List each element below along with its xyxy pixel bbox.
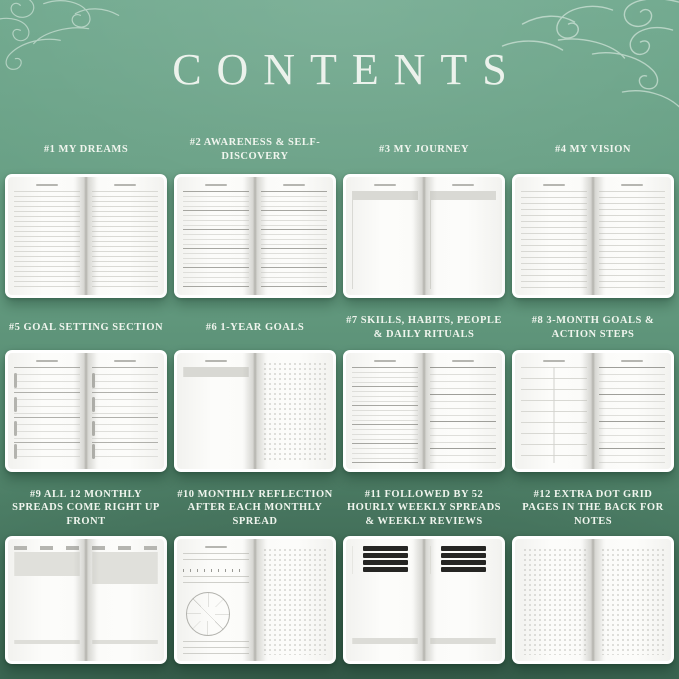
- open-notebook: [174, 174, 336, 298]
- wkc-decor: [430, 560, 496, 567]
- s-decor: [441, 546, 485, 551]
- calgrid-decor: [14, 552, 80, 576]
- s-decor: [363, 553, 407, 558]
- path-decor: [523, 16, 575, 24]
- b-decor: [14, 642, 80, 644]
- s-decor: [441, 567, 485, 572]
- fill-decor: [599, 367, 665, 463]
- fill-decor: [599, 546, 665, 655]
- notebook-spread-image: [174, 536, 336, 664]
- u-decor: [14, 373, 17, 388]
- path-decor: [44, 1, 90, 27]
- notebook-right-page: [593, 353, 671, 469]
- pgt-decor: [374, 360, 396, 362]
- content-section-6: [174, 311, 336, 472]
- notebook-right-page: [593, 177, 671, 295]
- content-section-3: [343, 131, 505, 298]
- pgt-decor: [205, 546, 227, 548]
- notebook-left-page: [346, 539, 424, 661]
- content-section-2: [174, 131, 336, 298]
- wkc-decor: [430, 546, 496, 553]
- calgrid-decor: [92, 552, 158, 638]
- section-label: #12 EXTRA DOT GRID PAGES IN THE BACK FOR NOTES: [522, 488, 664, 527]
- content-section-7: [343, 311, 505, 472]
- life-wheel-chart: [186, 592, 230, 636]
- fill-decor: [521, 546, 587, 655]
- cal-head-decor: [92, 546, 158, 550]
- cal-head-decor: [14, 546, 80, 550]
- notebook-left-page: [8, 177, 86, 295]
- content-section-8: [512, 311, 674, 472]
- notebook-right-page: [86, 177, 164, 295]
- fill-decor: [430, 367, 496, 463]
- cal-bottom-decor: [14, 640, 80, 655]
- path-decor: [624, 0, 678, 26]
- wkc-decor: [352, 560, 418, 567]
- notebook-left-page: [515, 539, 593, 661]
- notebook-spread-image: [5, 536, 167, 664]
- section-label: #4 MY VISION: [554, 144, 631, 156]
- fill-decor: [183, 191, 249, 289]
- pgt-decor: [283, 184, 305, 186]
- b-decor: [183, 375, 249, 377]
- path-decor: [0, 0, 34, 17]
- u-decor: [92, 444, 95, 459]
- pgt-decor: [374, 184, 396, 186]
- section-label: #9 ALL 12 MONTHLY SPREADS COME RIGHT UP FRONT: [12, 488, 160, 527]
- rf-scale-decor: [183, 569, 240, 572]
- fill-decor: [521, 367, 587, 463]
- notebook-right-page: [424, 177, 502, 295]
- notebook-right-page: [255, 177, 333, 295]
- content-section-9: [5, 485, 167, 664]
- pgt-decor: [205, 184, 227, 186]
- wkc-decor: [430, 553, 496, 560]
- notebook-spread-image: [174, 350, 336, 472]
- rf-l1-decor: [183, 553, 249, 565]
- b-decor: [92, 642, 158, 644]
- open-notebook: [343, 350, 505, 472]
- open-notebook: [512, 350, 674, 472]
- u-decor: [92, 397, 95, 412]
- fill-decor: [92, 367, 158, 463]
- open-notebook: [174, 350, 336, 472]
- fill-decor: [352, 367, 418, 463]
- path-decor: [34, 28, 89, 44]
- section-label: #3 MY JOURNEY: [378, 144, 470, 156]
- u-decor: [14, 421, 17, 436]
- section-label: #2 AWARENESS & SELF-DISCOVERY: [189, 137, 321, 162]
- notebook-left-page: [177, 353, 255, 469]
- cal-bottom-decor: [92, 640, 158, 655]
- notebook-spread-image: [343, 350, 505, 472]
- content-section-11: [343, 485, 505, 664]
- fill-decor: [261, 191, 327, 289]
- content-section-10: [174, 485, 336, 664]
- section-label: #5 GOAL SETTING SECTION: [8, 322, 164, 334]
- content-section-1: [5, 131, 167, 298]
- path-decor: [0, 18, 29, 40]
- pgt-decor: [114, 184, 136, 186]
- notebook-right-page: [424, 539, 502, 661]
- notebook-left-page: [177, 539, 255, 661]
- notebook-left-page: [346, 353, 424, 469]
- section-label: #6 1-YEAR GOALS: [205, 322, 305, 334]
- path-decor: [75, 9, 118, 15]
- pgt-decor: [205, 360, 227, 362]
- pgt-decor: [36, 360, 58, 362]
- notebook-spread-image: [512, 174, 674, 298]
- section-label: #7 SKILLS, HABITS, PEOPLE & DAILY RITUALS: [346, 315, 502, 340]
- pgt-decor: [36, 184, 58, 186]
- s-decor: [441, 560, 485, 565]
- wk-decor: [430, 546, 496, 635]
- section-label: #11 FOLLOWED BY 52 HOURLY WEEKLY SPREADS & WEEKLY REVIEWS: [346, 488, 502, 527]
- rf-l3-decor: [183, 641, 249, 655]
- open-notebook: [512, 174, 674, 298]
- s-decor: [363, 567, 407, 572]
- pgt-decor: [621, 360, 643, 362]
- b-decor: [431, 199, 496, 200]
- pgt-decor: [621, 184, 643, 186]
- notebook-left-page: [515, 353, 593, 469]
- notebook-right-page: [255, 539, 333, 661]
- gridbx-decor: [352, 191, 418, 289]
- notebook-left-page: [346, 177, 424, 295]
- notebook-spread-image: [343, 174, 505, 298]
- fill-decor: [92, 191, 158, 289]
- open-notebook: [5, 350, 167, 472]
- fill-decor: [261, 546, 327, 655]
- open-notebook: [5, 536, 167, 664]
- u-decor: [92, 373, 95, 388]
- notebook-spread-image: [343, 536, 505, 664]
- pgt-decor: [543, 360, 565, 362]
- notebook-right-page: [86, 353, 164, 469]
- rows5-decor: [183, 367, 249, 463]
- wkc-decor: [352, 546, 418, 553]
- pgt-decor: [114, 360, 136, 362]
- content-section-12: [512, 485, 674, 664]
- wk-decor: [352, 546, 418, 635]
- notebook-left-page: [515, 177, 593, 295]
- notebook-left-page: [8, 539, 86, 661]
- fill-decor: [14, 367, 80, 463]
- fill-decor: [261, 360, 327, 463]
- open-notebook: [343, 174, 505, 298]
- s-decor: [363, 546, 407, 551]
- b-decor: [352, 642, 418, 644]
- notebook-right-page: [424, 353, 502, 469]
- s-decor: [441, 553, 485, 558]
- page-title: CONTENTS: [172, 45, 522, 94]
- b-decor: [14, 574, 80, 576]
- contents-grid: [5, 131, 674, 664]
- u-decor: [92, 421, 95, 436]
- b-decor: [430, 642, 496, 644]
- calwrap-decor: [14, 552, 80, 638]
- notebook-right-page: [86, 539, 164, 661]
- wk-bottom-decor: [430, 638, 496, 655]
- notebook-right-page: [593, 539, 671, 661]
- gridbx-decor: [430, 191, 496, 289]
- b-decor: [353, 199, 418, 200]
- fill-decor: [599, 191, 665, 289]
- section-label: #8 3-MONTH GOALS & ACTION STEPS: [531, 315, 655, 340]
- content-section-4: [512, 131, 674, 298]
- notebook-spread-image: [512, 536, 674, 664]
- u-decor: [14, 397, 17, 412]
- u-decor: [14, 444, 17, 459]
- b-decor: [92, 582, 158, 584]
- notebook-spread-image: [174, 174, 336, 298]
- open-notebook: [5, 174, 167, 298]
- pgt-decor: [452, 184, 474, 186]
- notebook-spread-image: [5, 174, 167, 298]
- wkc-decor: [352, 553, 418, 560]
- pgt-decor: [543, 184, 565, 186]
- wk-bottom-decor: [352, 638, 418, 655]
- wkc-decor: [430, 567, 496, 574]
- fill-decor: [14, 191, 80, 289]
- open-notebook: [512, 536, 674, 664]
- notebook-spread-image: [512, 350, 674, 472]
- wkc-decor: [352, 567, 418, 574]
- notebook-left-page: [177, 177, 255, 295]
- notebook-left-page: [8, 353, 86, 469]
- fill-decor: [521, 191, 587, 289]
- open-notebook: [174, 536, 336, 664]
- section-label: #1 MY DREAMS: [43, 144, 129, 156]
- rf-l2-decor: [183, 576, 249, 587]
- pgt-decor: [452, 360, 474, 362]
- s-decor: [363, 560, 407, 565]
- notebook-right-page: [255, 353, 333, 469]
- open-notebook: [343, 536, 505, 664]
- notebook-spread-image: [5, 350, 167, 472]
- path-decor: [557, 6, 613, 38]
- content-section-5: [5, 311, 167, 472]
- section-label: #10 MONTHLY REFLECTION AFTER EACH MONTHLY SPREAD: [177, 488, 333, 527]
